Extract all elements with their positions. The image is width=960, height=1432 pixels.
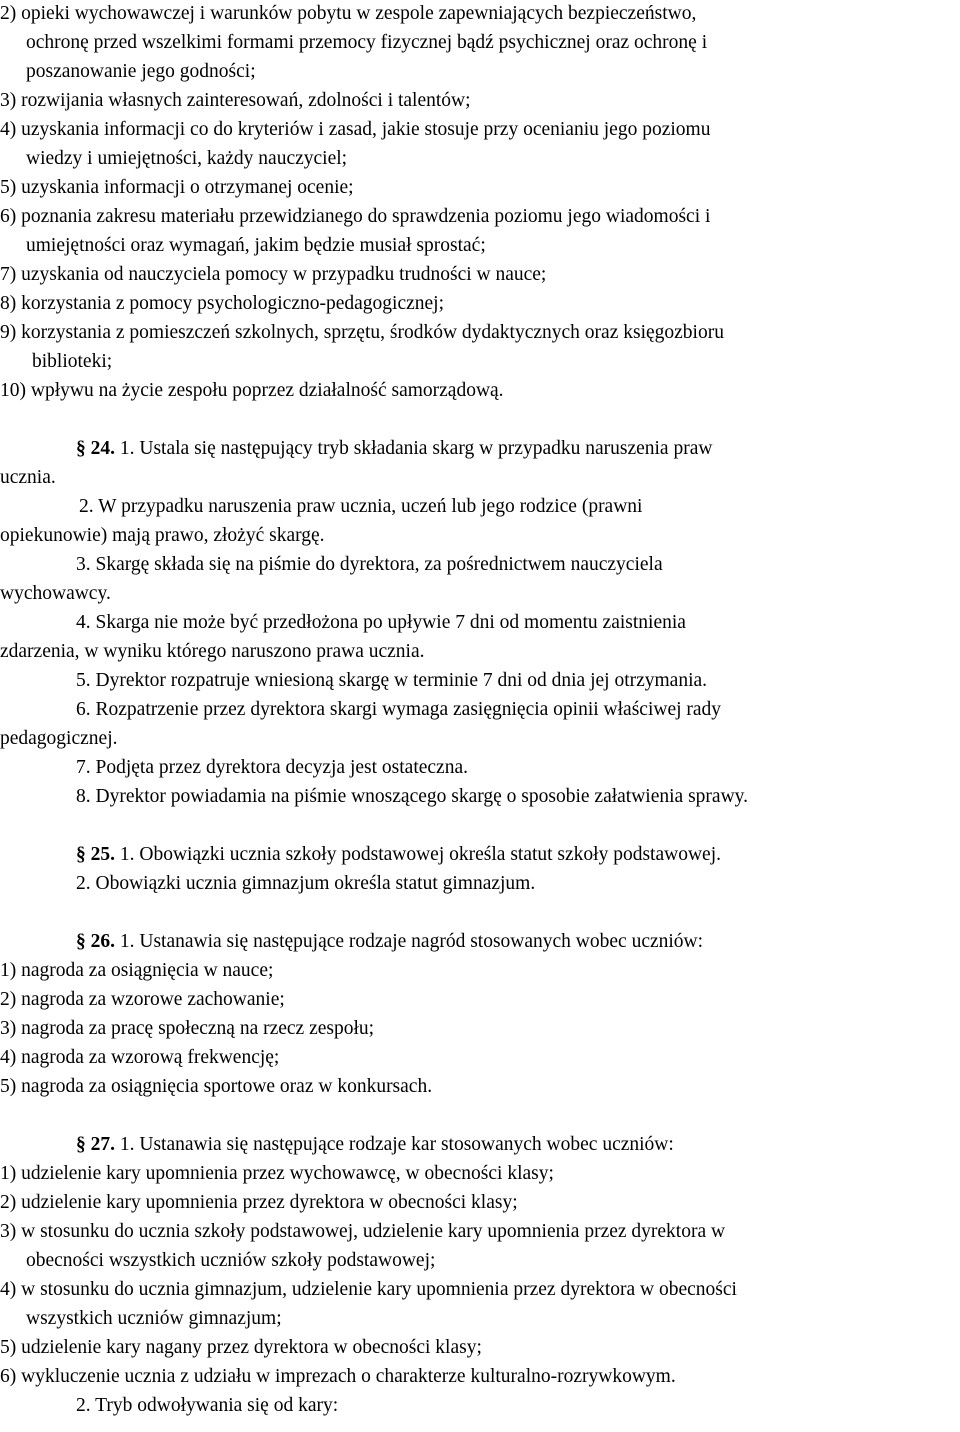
reward-item-4: 4) nagroda za wzorową frekwencję;: [0, 1047, 280, 1068]
section-24-para-8: 8. Dyrektor powiadamia na piśmie wnoszącego skargę o sposobie załatwienia sprawy.: [76, 786, 749, 807]
section-26-para-1: 1. Ustanawia się następujące rodzaje nagród stosowanych wobec uczniów:: [115, 931, 704, 952]
section-number: 27.: [90, 1134, 115, 1155]
penalty-item-3-line-2: obecności wszystkich uczniów szkoły podstawowej;: [26, 1250, 436, 1271]
penalty-item-4-line-1: 4) w stosunku do ucznia gimnazjum, udzielenie kary upomnienia przez dyrektora w obecności: [0, 1279, 737, 1300]
section-25-para-2: 2. Obowiązki ucznia gimnazjum określa statut gimnazjum.: [76, 873, 536, 894]
section-number: 26.: [90, 931, 115, 952]
list-item-8: 8) korzystania z pomocy psychologiczno-pedagogicznej;: [0, 293, 445, 314]
section-24-para-3-line-2: wychowawcy.: [0, 583, 111, 604]
list-item-3: 3) rozwijania własnych zainteresowań, zdolności i talentów;: [0, 90, 471, 111]
list-item-5: 5) uzyskania informacji o otrzymanej ocenie;: [0, 177, 354, 198]
section-25-para-1: 1. Obowiązki ucznia szkoły podstawowej określa statut szkoły podstawowej.: [115, 844, 721, 865]
section-mark: §: [76, 931, 86, 952]
reward-item-3: 3) nagroda za pracę społeczną na rzecz zespołu;: [0, 1018, 375, 1039]
list-item-4-line-2: wiedzy i umiejętności, każdy nauczyciel;: [26, 148, 348, 169]
penalty-item-1: 1) udzielenie kary upomnienia przez wychowawcę, w obecności klasy;: [0, 1163, 554, 1184]
section-27-heading: [76, 1133, 674, 1157]
section-number: 24.: [90, 438, 115, 459]
section-25-heading: [76, 843, 721, 867]
list-item-2-line-2: ochronę przed wszelkimi formami przemocy fizycznej bądź psychicznej oraz ochronę i: [26, 32, 708, 53]
list-item-6-line-2: umiejętności oraz wymagań, jakim będzie musiał sprostać;: [26, 235, 486, 256]
penalty-item-4-line-2: wszystkich uczniów gimnazjum;: [26, 1308, 282, 1329]
section-24-para-4-line-1: 4. Skarga nie może być przedłożona po upływie 7 dni od momentu zaistnienia: [76, 612, 686, 633]
reward-item-1: 1) nagroda za osiągnięcia w nauce;: [0, 960, 274, 981]
list-item-2-line-3: poszanowanie jego godności;: [26, 61, 256, 82]
section-24-para-6-line-1: 6. Rozpatrzenie przez dyrektora skargi wymaga zasięgnięcia opinii właściwej rady: [76, 699, 722, 720]
section-mark: §: [76, 1134, 86, 1155]
section-24-para-6-line-2: pedagogicznej.: [0, 728, 118, 749]
reward-item-5: 5) nagroda za osiągnięcia sportowe oraz w konkursach.: [0, 1076, 433, 1097]
section-26-heading: [76, 930, 703, 954]
section-27-para-1: 1. Ustanawia się następujące rodzaje kar stosowanych wobec uczniów:: [115, 1134, 674, 1155]
section-24-para-1-line-1: 1. Ustala się następujący tryb składania skarg w przypadku naruszenia praw: [115, 438, 713, 459]
penalty-item-3-line-1: 3) w stosunku do ucznia szkoły podstawowej, udzielenie kary upomnienia przez dyrektora w: [0, 1221, 726, 1242]
list-item-4-line-1: 4) uzyskania informacji co do kryteriów i zasad, jakie stosuje przy ocenianiu jego poziomu: [0, 119, 711, 140]
list-item-2-line-1: 2) opieki wychowawczej i warunków pobytu w zespole zapewniających bezpieczeństwo,: [0, 3, 697, 24]
list-item-9-line-1: 9) korzystania z pomieszczeń szkolnych, sprzętu, środków dydaktycznych oraz księgozbioru: [0, 322, 724, 343]
section-24-para-2-line-1: 2. W przypadku naruszenia praw ucznia, uczeń lub jego rodzice (prawni: [79, 496, 643, 517]
section-mark: §: [76, 844, 86, 865]
reward-item-2: 2) nagroda za wzorowe zachowanie;: [0, 989, 285, 1010]
penalty-item-2: 2) udzielenie kary upomnienia przez dyrektora w obecności klasy;: [0, 1192, 518, 1213]
section-24-para-5: 5. Dyrektor rozpatruje wniesioną skargę w terminie 7 dni od dnia jej otrzymania.: [76, 670, 708, 691]
section-mark: §: [76, 438, 86, 459]
section-24-para-2-line-2: opiekunowie) mają prawo, złożyć skargę.: [0, 525, 325, 546]
section-24-para-4-line-2: zdarzenia, w wyniku którego naruszono prawa ucznia.: [0, 641, 425, 662]
section-24-heading: [76, 437, 712, 461]
section-24-para-7: 7. Podjęta przez dyrektora decyzja jest ostateczna.: [76, 757, 468, 778]
section-number: 25.: [90, 844, 115, 865]
penalty-item-5: 5) udzielenie kary nagany przez dyrektora w obecności klasy;: [0, 1337, 482, 1358]
list-item-10: 10) wpływu na życie zespołu poprzez działalność samorządową.: [0, 380, 504, 401]
section-24-para-1-line-2: ucznia.: [0, 467, 56, 488]
list-item-6-line-1: 6) poznania zakresu materiału przewidzianego do sprawdzenia poziomu jego wiadomości i: [0, 206, 711, 227]
section-27-para-2: 2. Tryb odwoływania się od kary:: [76, 1395, 339, 1416]
section-24-para-3-line-1: 3. Skargę składa się na piśmie do dyrektora, za pośrednictwem nauczyciela: [76, 554, 663, 575]
list-item-7: 7) uzyskania od nauczyciela pomocy w przypadku trudności w nauce;: [0, 264, 547, 285]
list-item-9-line-2: biblioteki;: [32, 351, 113, 372]
penalty-item-6: 6) wykluczenie ucznia z udziału w imprezach o charakterze kulturalno-rozrywkowym.: [0, 1366, 676, 1387]
